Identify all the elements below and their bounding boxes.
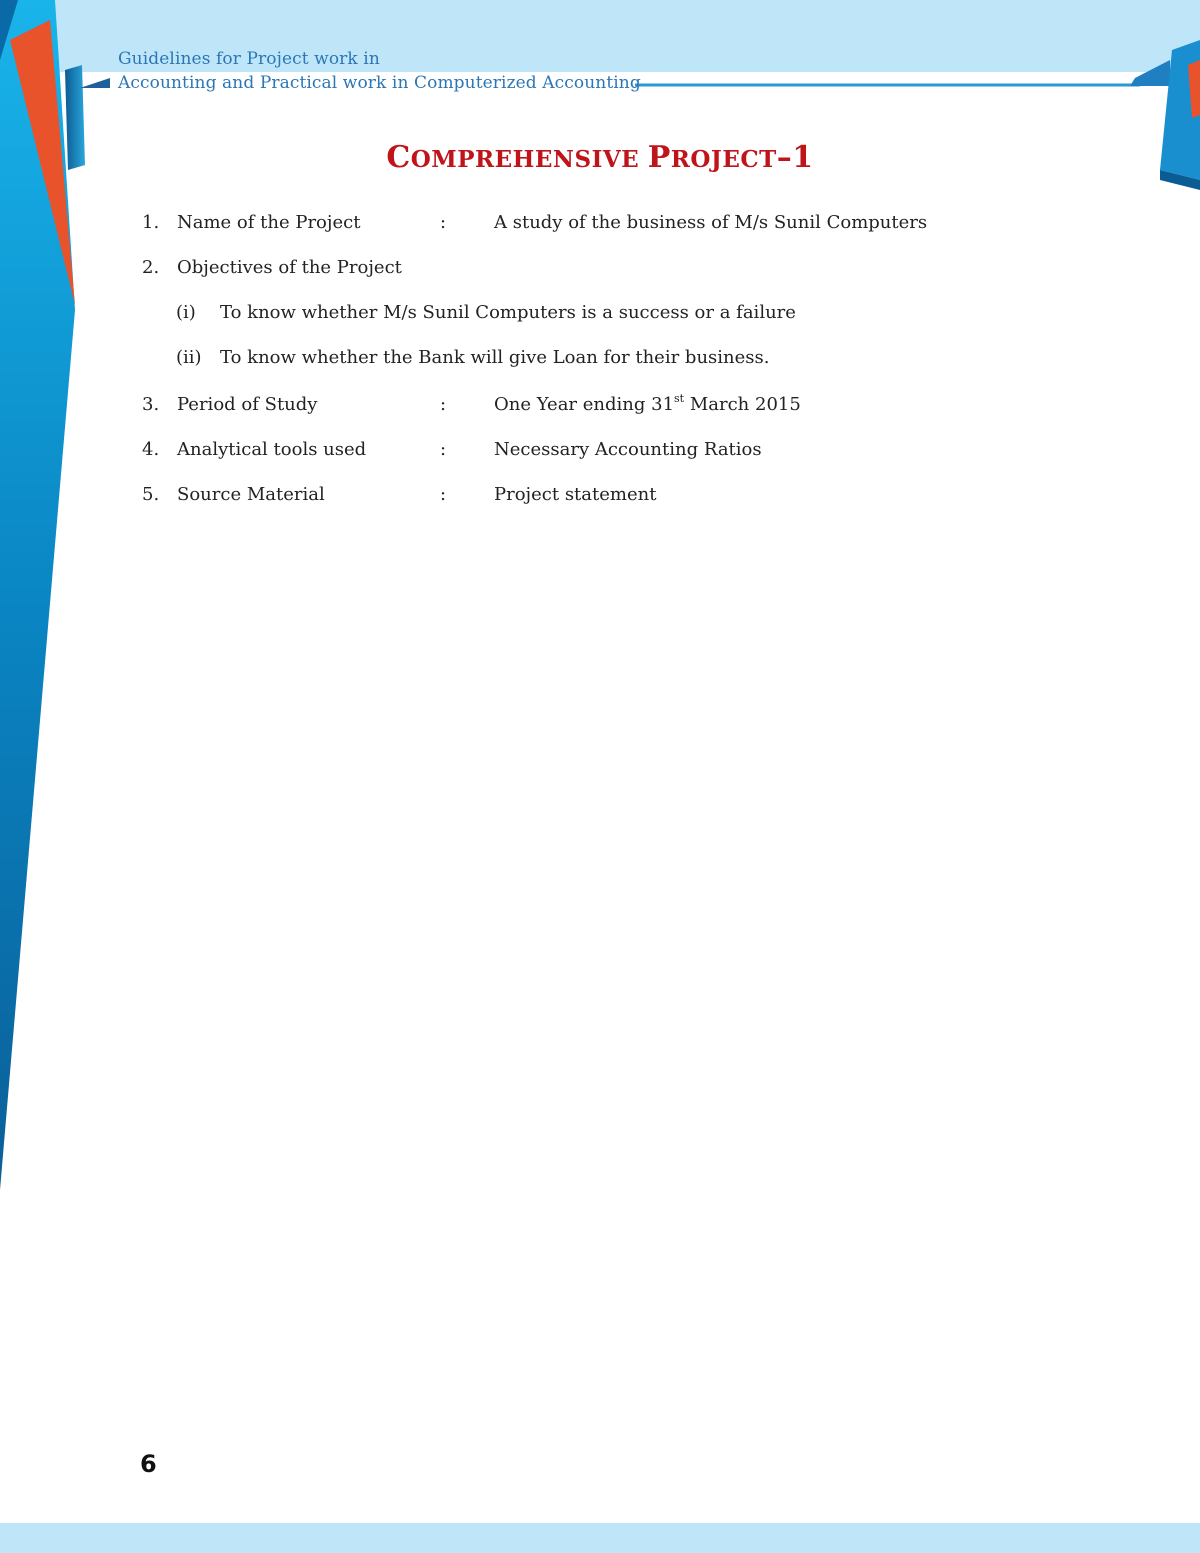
title-word-comprehensive: OMPREHENSIVE (410, 146, 648, 173)
item-number: 5. (142, 484, 160, 505)
item-label: Objectives of the Project (177, 257, 402, 278)
item-value: Necessary Accounting Ratios (494, 439, 762, 460)
running-header (118, 47, 641, 95)
title-suffix: –1 (776, 140, 814, 175)
item-colon: : (440, 212, 447, 233)
value-text-end: March 2015 (684, 394, 801, 415)
objective-text: To know whether the Bank will give Loan for their business. (220, 347, 770, 368)
page-number: 6 (140, 1450, 157, 1478)
left-decoration (0, 0, 90, 1200)
item-colon: : (440, 439, 447, 460)
header-line-2: Accounting and Practical work in Computerized Accounting (118, 73, 641, 93)
item-value: Project statement (494, 484, 657, 505)
title-word-project: ROJECT (670, 146, 777, 173)
header-line-1: Guidelines for Project work in (118, 49, 380, 69)
item-number: 3. (142, 394, 160, 415)
item-value: A study of the business of M/s Sunil Computers (494, 212, 928, 233)
item-label: Analytical tools used (177, 439, 367, 460)
item-value (494, 392, 801, 418)
value-text: One Year ending 31 (494, 394, 675, 415)
title-initial-c: C (386, 140, 411, 175)
item-label: Source Material (177, 484, 325, 505)
item-label: Period of Study (177, 394, 318, 415)
value-superscript: st (674, 392, 685, 405)
page-title (0, 140, 1200, 175)
title-initial-p: P (647, 140, 671, 175)
item-colon: : (440, 484, 447, 505)
objective-index: (i) (176, 302, 196, 323)
objective-index: (ii) (176, 347, 202, 368)
item-label: Name of the Project (177, 212, 361, 233)
item-number: 2. (142, 257, 160, 278)
item-number: 1. (142, 212, 160, 233)
bottom-band (0, 1523, 1200, 1553)
objective-text: To know whether M/s Sunil Computers is a success or a failure (220, 302, 796, 323)
item-number: 4. (142, 439, 160, 460)
item-colon: : (440, 394, 447, 415)
